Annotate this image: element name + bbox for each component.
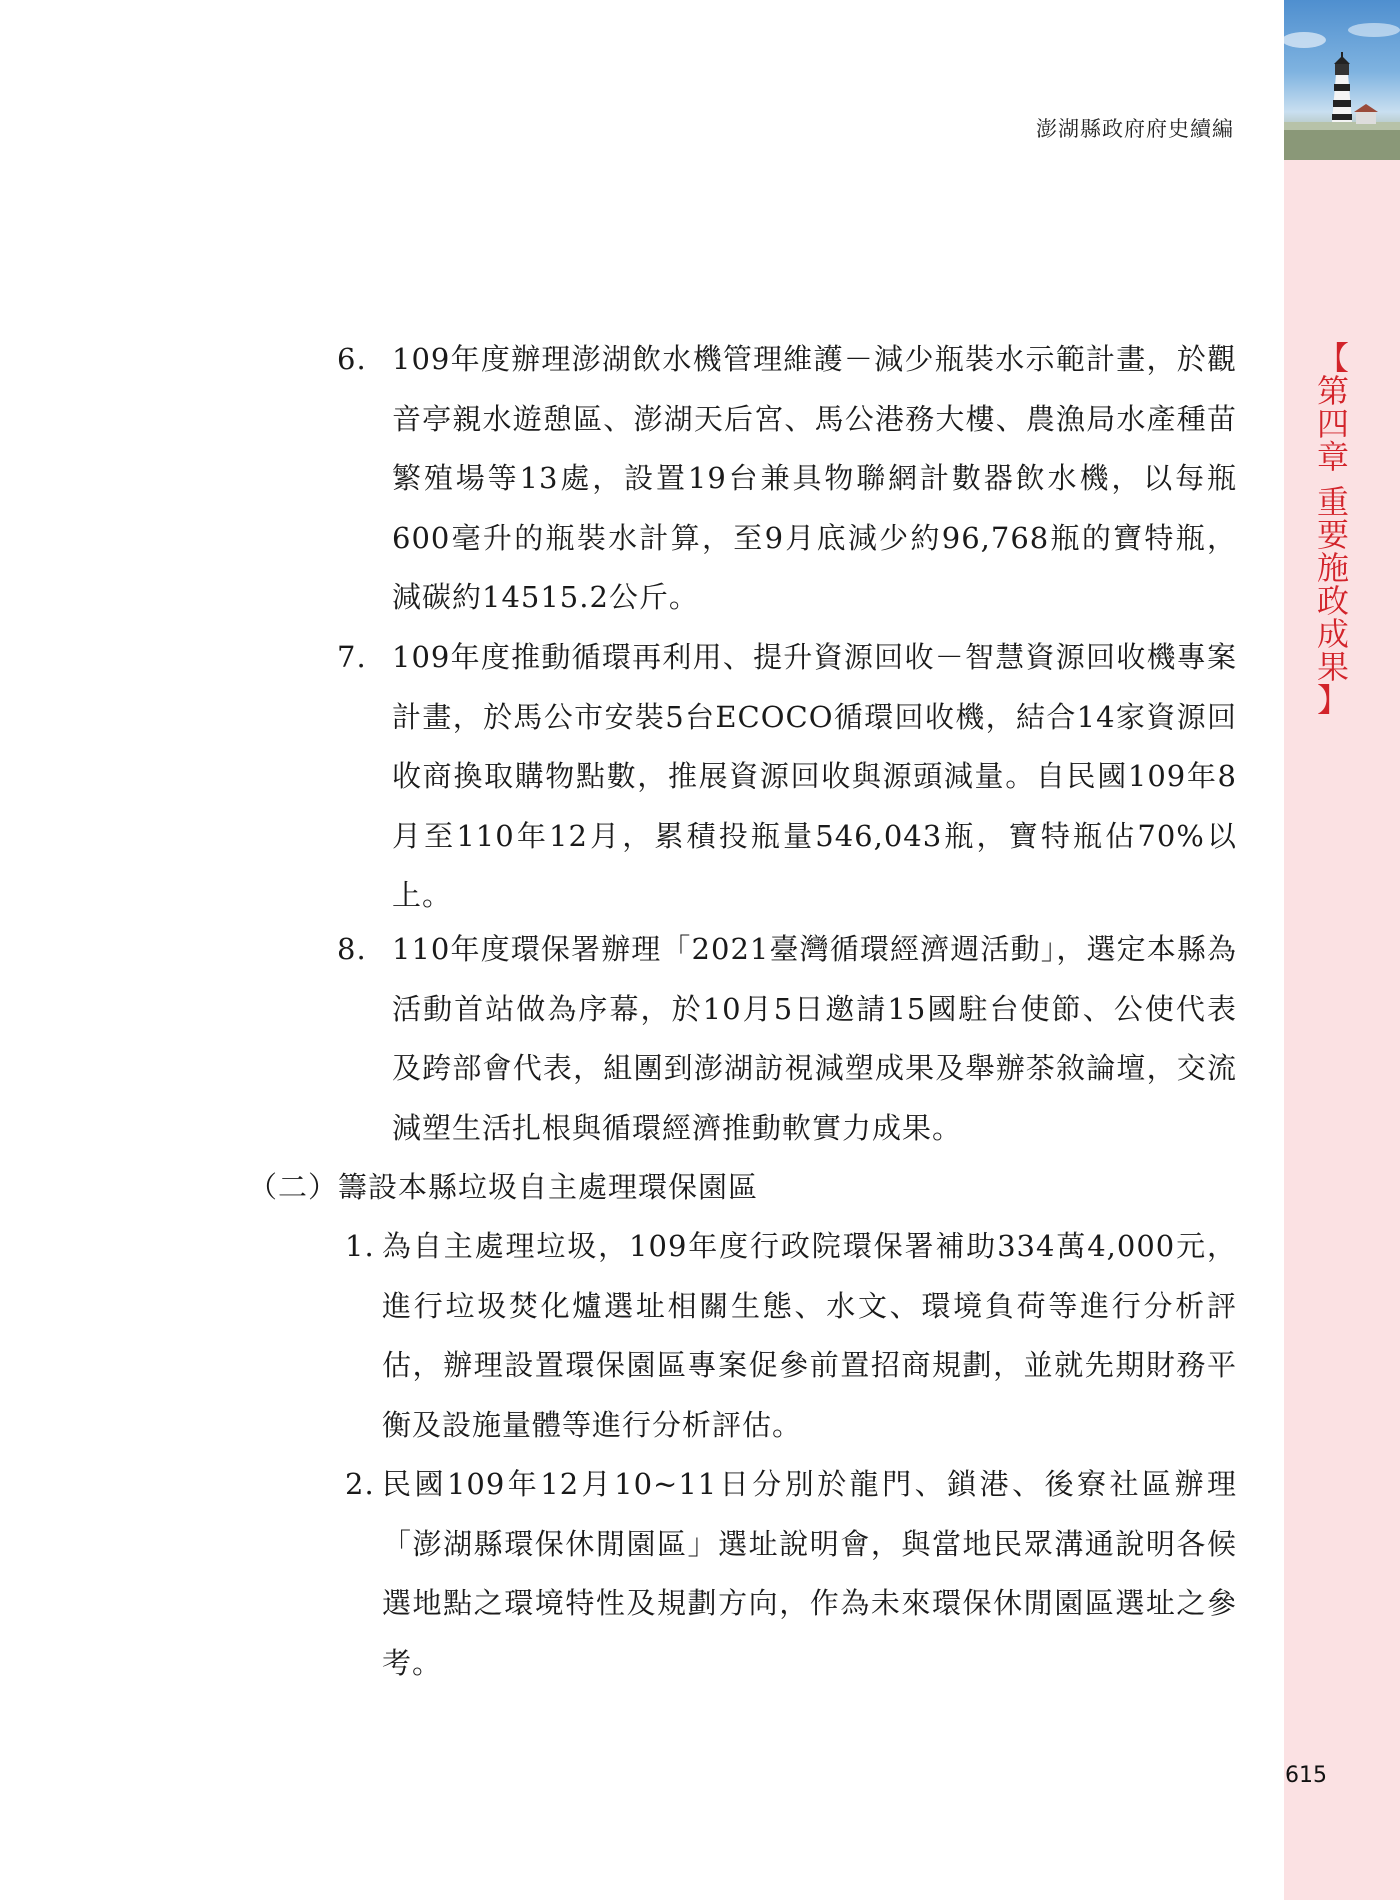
chapter-tab-char: 施 — [1316, 549, 1349, 587]
list-item — [345, 1217, 1237, 1455]
chapter-tab-char: 四 — [1316, 405, 1349, 443]
side-band — [1284, 0, 1400, 1900]
chapter-tab-char: 政 — [1316, 582, 1349, 620]
lighthouse-photo — [1284, 0, 1400, 160]
chapter-tab-char: 成 — [1316, 615, 1349, 653]
list-item-text: 民國109年12月10~11日分別於龍門、鎖港、後寮社區辦理「澎湖縣環保休閒園區」選址說明會，與當地民眾溝通說明各候選地點之環境特性及規劃方向，作為未來環保休閒園區選址之參考。 — [382, 1467, 1237, 1680]
list-item-text: 109年度推動循環再利用、提升資源回收－智慧資源回收機專案計畫，於馬公市安裝5台ECOCO循環回收機，結合14家資源回收商換取購物點數，推展資源回收與源頭減量。自民國109年8月至110年12月，累積投瓶量546,043瓶，寶特瓶佔70%以上。 — [392, 640, 1237, 912]
list-item-number: 6. — [337, 342, 367, 376]
list-item — [337, 628, 1237, 926]
page-number: 615 — [1285, 1763, 1327, 1788]
list-item-text: 110年度環保署辦理「2021臺灣循環經濟週活動」，選定本縣為活動首站做為序幕，於10月5日邀請15國駐台使節、公使代表及跨部會代表，組團到澎湖訪視減塑成果及舉辦茶敘論壇，交流減塑生活扎根與循環經濟推動軟實力成果。 — [392, 932, 1237, 1145]
list-item — [337, 330, 1237, 628]
list-item-text: 為自主處理垃圾，109年度行政院環保署補助334萬4,000元，進行垃圾焚化爐選址相關生態、水文、環境負荷等進行分析評估，辦理設置環保園區專案促參前置招商規劃，並就先期財務平衡及設施量體等進行分析評估。 — [382, 1229, 1237, 1442]
chapter-tab-char: 果 — [1316, 648, 1349, 686]
list-item-number: 8. — [337, 932, 367, 966]
chapter-tab-char: 】 — [1316, 681, 1349, 719]
chapter-tab-char: 重 — [1316, 483, 1349, 521]
list-item-number: 1. — [345, 1229, 375, 1263]
list-item — [337, 920, 1237, 1158]
list-item-text: 109年度辦理澎湖飲水機管理維護－減少瓶裝水示範計畫，於觀音亭親水遊憩區、澎湖天后宮、馬公港務大樓、農漁局水產種苗繁殖場等13處，設置19台兼具物聯網計數器飲水機，以每瓶600毫升的瓶裝水計算，至9月底減少約96,768瓶的寶特瓶，減碳約14515.2公斤。 — [392, 342, 1237, 614]
chapter-tab-char: 【 — [1316, 339, 1349, 377]
list-item-number: 7. — [337, 640, 367, 674]
lighthouse-icon — [1284, 0, 1400, 160]
page-header-title: 澎湖縣政府府史續編 — [1036, 117, 1234, 141]
chapter-tab-char: 章 — [1316, 438, 1349, 476]
section-heading: （二）籌設本縣垃圾自主處理環保園區 — [248, 1170, 759, 1204]
list-item-number: 2. — [345, 1467, 375, 1501]
chapter-tab — [1313, 339, 1353, 719]
chapter-tab-char: 第 — [1316, 372, 1349, 410]
list-item — [345, 1455, 1237, 1693]
chapter-tab-char: 要 — [1316, 516, 1349, 554]
